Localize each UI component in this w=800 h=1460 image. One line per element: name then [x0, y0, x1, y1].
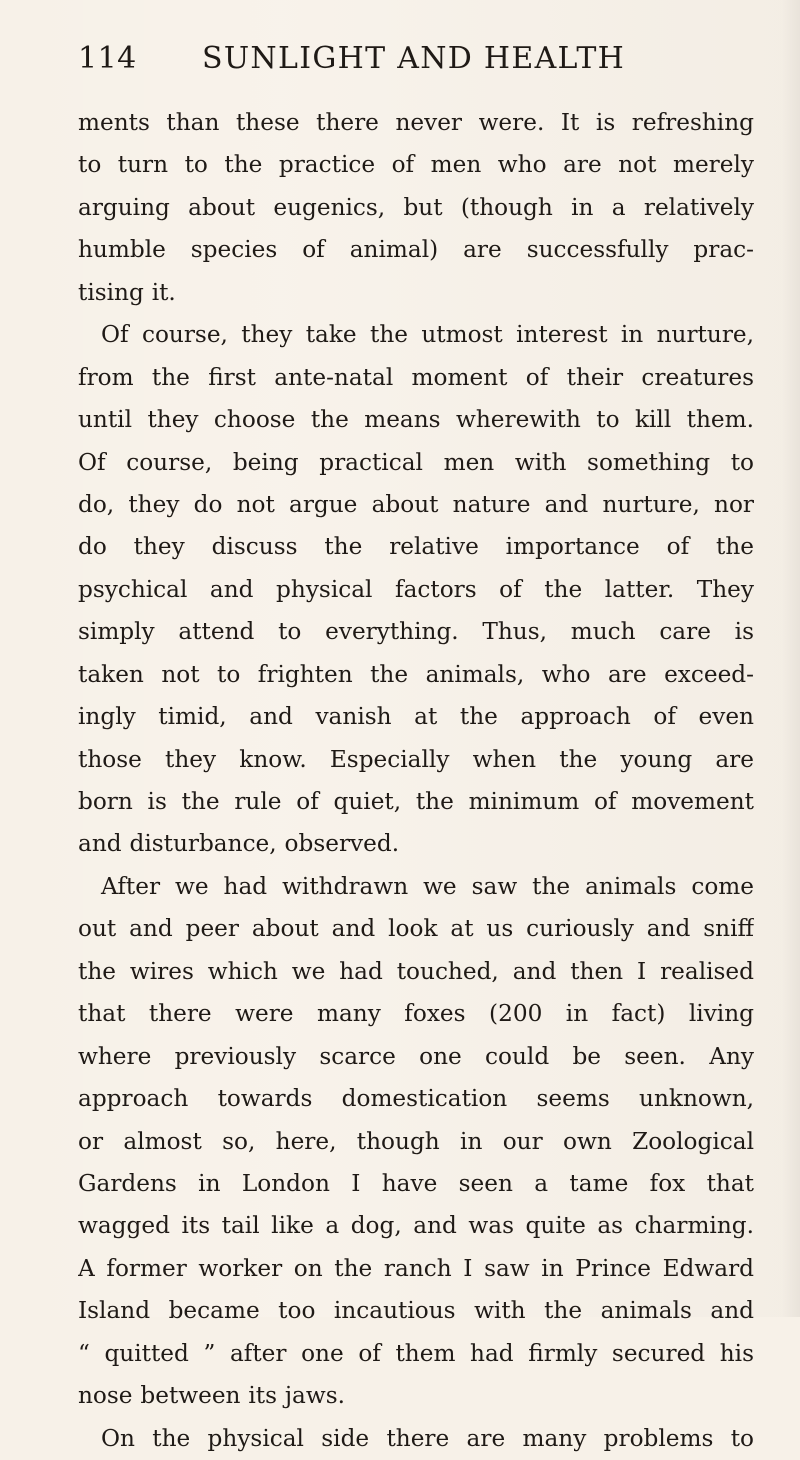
text-line-16: those they know. Especially when the young are — [78, 745, 754, 773]
page-header — [78, 41, 758, 86]
text-line-25: or almost so, here, though in our own Zoological — [78, 1127, 754, 1155]
text-line-9: Of course, being practical men with something to — [78, 448, 754, 476]
text-line-2: to turn to the practice of men who are not merely — [78, 151, 754, 179]
page-number: 114 — [78, 41, 137, 76]
text-line-4: humble species of animal) are successfully prac- — [78, 236, 754, 264]
text-line-15: ingly timid, and vanish at the approach of even — [78, 703, 754, 731]
text-line-17: born is the rule of quiet, the minimum of movement — [78, 788, 754, 815]
text-line-5: tising it. — [78, 278, 176, 306]
text-line-30: “ quitted ” after one of them had firmly secured his — [78, 1339, 754, 1367]
page-edge-shadow — [782, 0, 800, 1317]
text-line-26: Gardens in London I have seen a tame fox that — [78, 1169, 754, 1197]
text-line-31: nose between its jaws. — [78, 1382, 346, 1410]
text-line-24: approach towards domestication seems unknown, — [78, 1085, 754, 1113]
text-line-1: ments than these there never were. It is refreshing — [78, 109, 754, 136]
text-line-28: A former worker on the ranch I saw in Prince Edward — [78, 1254, 754, 1282]
text-line-8: until they choose the means wherewith to kill them. — [78, 406, 754, 434]
text-line-13: simply attend to everything. Thus, much care is — [78, 618, 754, 646]
text-line-14: taken not to frighten the animals, who are exceed- — [78, 660, 754, 688]
text-line-7: from the first ante-natal moment of their creatures — [78, 363, 754, 391]
text-line-10: do, they do not argue about nature and nurture, nor — [78, 490, 754, 518]
text-line-23: where previously scarce one could be seen. Any — [78, 1042, 754, 1070]
text-line-11: do they discuss the relative importance of the — [78, 533, 754, 561]
running-title: SUNLIGHT AND HEALTH — [202, 41, 626, 76]
text-line-20: out and peer about and look at us curiously and sniff — [78, 915, 754, 943]
text-line-29: Island became too incautious with the animals and — [78, 1297, 754, 1325]
text-line-6: Of course, they take the utmost interest in nurture, — [101, 321, 754, 349]
text-line-22: that there were many foxes (200 in fact) living — [78, 1000, 754, 1028]
text-line-27: wagged its tail like a dog, and was quite as charming. — [78, 1212, 754, 1240]
body-text — [78, 102, 754, 1460]
text-line-19: After we had withdrawn we saw the animals come — [101, 872, 754, 900]
text-line-18: and disturbance, observed. — [78, 830, 400, 858]
text-line-3: arguing about eugenics, but (though in a relatively — [78, 193, 754, 221]
text-line-32: On the physical side there are many problems to — [101, 1424, 754, 1452]
text-line-21: the wires which we had touched, and then I realised — [78, 957, 754, 985]
text-line-12: psychical and physical factors of the latter. They — [78, 575, 754, 603]
